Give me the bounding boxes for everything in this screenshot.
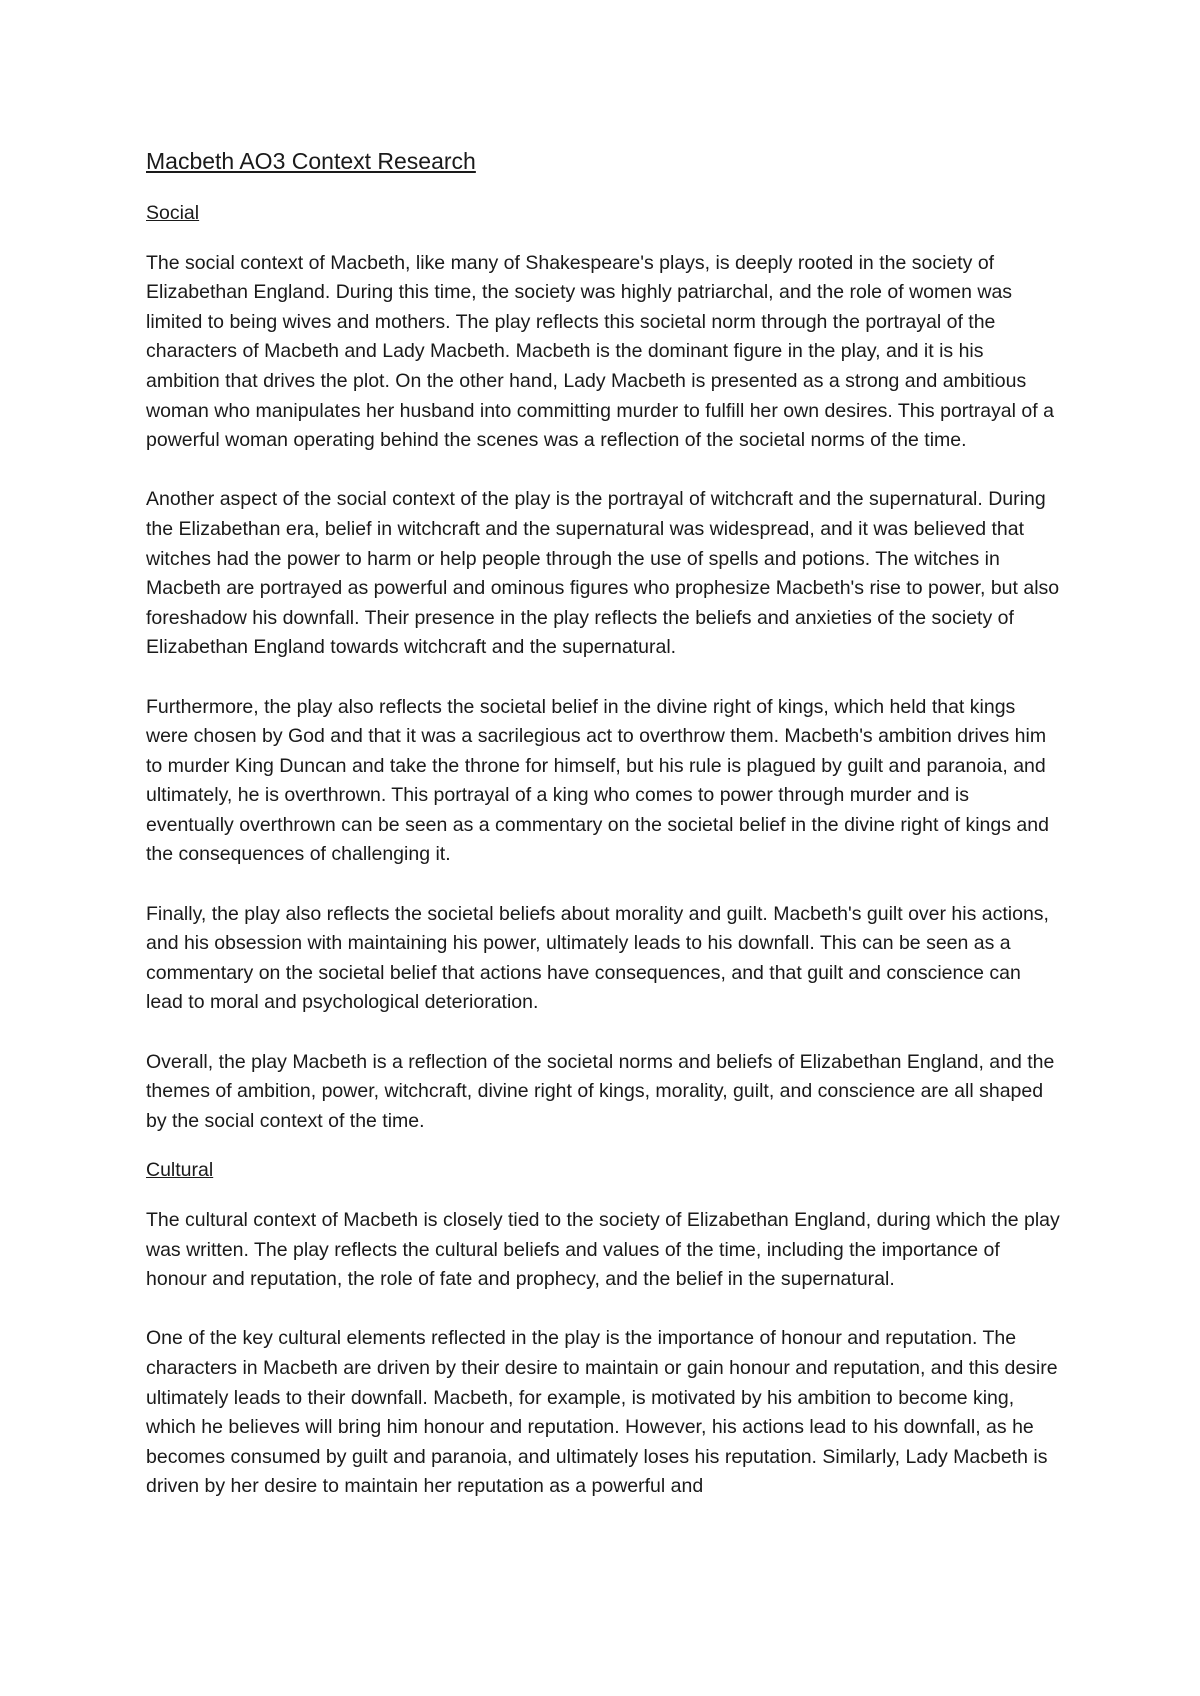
document-title: Macbeth AO3 Context Research [146, 148, 476, 174]
paragraph: The cultural context of Macbeth is closely tied to the society of Elizabethan England, during which the play was written. The play reflects the cultural beliefs and values of the time, including the importance of honour and reputation, the role of fate and prophecy, and the belief in the supernatural. [146, 1209, 1060, 1291]
paragraph: Finally, the play also reflects the societal beliefs about morality and guilt. Macbeth's guilt over his actions, and his obsession with maintaining his power, ultimately leads to his downfall. This can be seen as a commentary on the societal belief that actions have consequences, and that guilt and conscience can lead to moral and psychological deterioration. [146, 902, 1049, 1014]
paragraph: Another aspect of the social context of the play is the portrayal of witchcraft and the supernatural. During the Elizabethan era, belief in witchcraft and the supernatural was widespread, and it was believed that witches had the power to harm or help people through the use of spells and potions. The witches in Macbeth are portrayed as powerful and ominous figures who prophesize Macbeth's rise to power, but also foreshadow his downfall. Their presence in the play reflects the beliefs and anxieties of the society of Elizabethan England towards witchcraft and the supernatural. [146, 488, 1060, 659]
paragraph: Furthermore, the play also reflects the societal belief in the divine right of kings, which held that kings were chosen by God and that it was a sacrilegious act to overthrow them. Macbeth's ambition drives him to murder King Duncan and take the throne for himself, but his rule is plagued by guilt and paranoia, and ultimately, he is overthrown. This portrayal of a king who comes to power through murder and is eventually overthrown can be seen as a commentary on the societal belief in the divine right of kings and the consequences of challenging it. [146, 695, 1049, 866]
paragraph: Overall, the play Macbeth is a reflection of the societal norms and beliefs of Elizabethan England, and the themes of ambition, power, witchcraft, divine right of kings, morality, guilt, and conscience are all shaped by the social context of the time. [146, 1050, 1055, 1132]
section-heading-cultural: Cultural [146, 1159, 214, 1182]
paragraph: One of the key cultural elements reflected in the play is the importance of honour and reputation. The characters in Macbeth are driven by their desire to maintain or gain honour and reputation, and this desire ultimately leads to their downfall. Macbeth, for example, is motivated by his ambition to become king, which he believes will bring him honour and reputation. However, his actions lead to his downfall, as he becomes consumed by guilt and paranoia, and ultimately loses his reputation. Similarly, Lady Macbeth is driven by her desire to maintain her reputation as a powerful and [146, 1327, 1058, 1498]
section-heading-social: Social [146, 202, 200, 224]
document-body [146, 146, 1061, 1532]
paragraph: The social context of Macbeth, like many of Shakespeare's plays, is deeply rooted in the society of Elizabethan England. During this time, the society was highly patriarchal, and the role of women was limited to being wives and mothers. The play reflects this societal norm through the portrayal of the characters of Macbeth and Lady Macbeth. Macbeth is the dominant figure in the play, and it is his ambition that drives the plot. On the other hand, Lady Macbeth is presented as a strong and ambitious woman who manipulates her husband into committing murder to fulfill her own desires. This portrayal of a powerful woman operating behind the scenes was a reflection of the societal norms of the time. [146, 251, 1054, 452]
